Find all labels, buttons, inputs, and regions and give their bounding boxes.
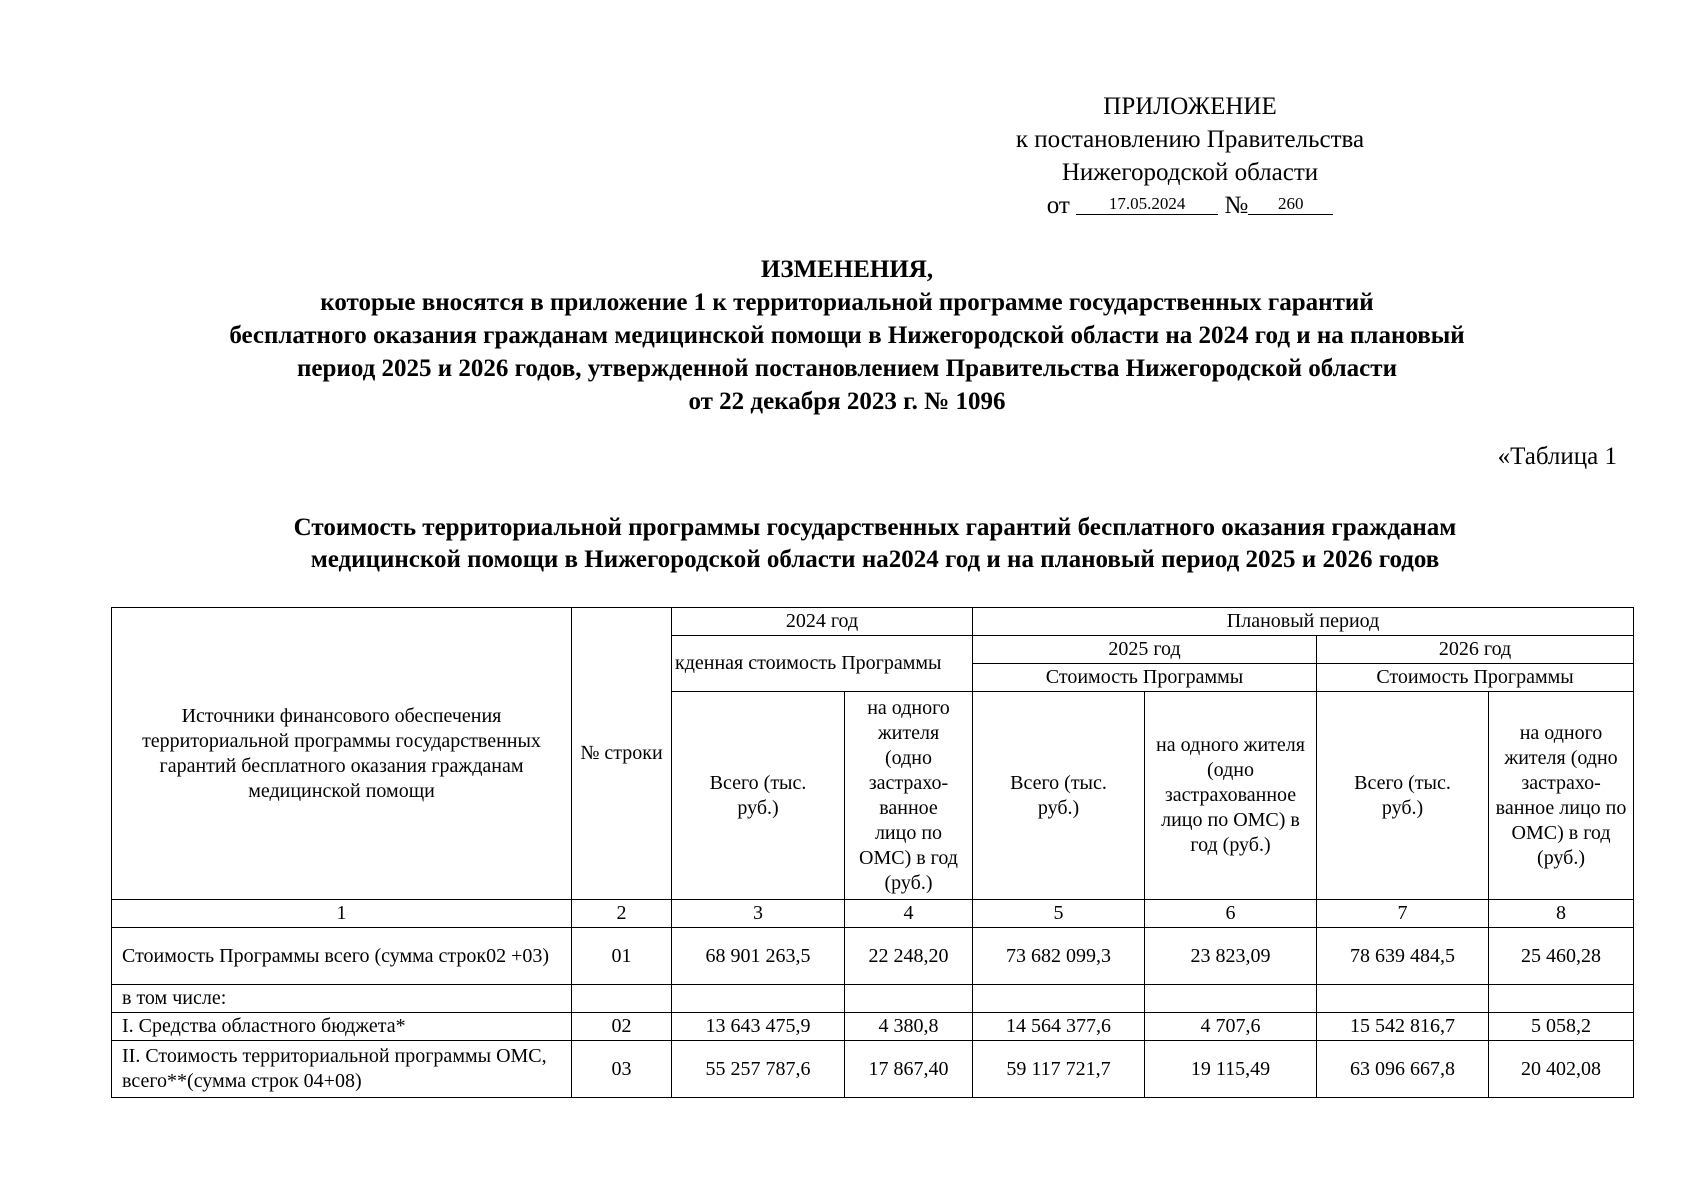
cell-total-2026: 78 639 484,5 (1317, 928, 1489, 985)
date-prefix: от (1046, 192, 1070, 219)
row-source-name: Стоимость Программы всего (сумма строк02 +03) (112, 928, 572, 985)
column-number: 7 (1317, 900, 1489, 928)
cell-total-2025: 14 564 377,6 (973, 1013, 1145, 1041)
table-title (100, 512, 1650, 576)
cost-table (111, 607, 1634, 1098)
table-row (112, 1041, 1634, 1098)
cell-per-capita-2024: 17 867,40 (845, 1041, 973, 1098)
header-year-2025: 2025 год (973, 636, 1317, 664)
row-number: 03 (572, 1041, 672, 1098)
table-row (112, 1013, 1634, 1041)
header-total-2026: Всего (тыс. руб.) (1317, 692, 1489, 900)
column-numbers-row (112, 900, 1634, 928)
cell-total-2025: 73 682 099,3 (973, 928, 1145, 985)
row-source-name: в том числе: (112, 985, 572, 1013)
appendix-header (960, 90, 1420, 222)
cell-total-2026 (1317, 985, 1489, 1013)
row-source-name: II. Стоимость территориальной программы ОМС, всего**(сумма строк 04+08) (112, 1041, 572, 1098)
resolution-date: 17.05.2024 (1076, 194, 1218, 215)
cell-per-capita-2024: 4 380,8 (845, 1013, 973, 1041)
header-planned-period: Плановый период (973, 608, 1634, 636)
cell-total-2025: 59 117 721,7 (973, 1041, 1145, 1098)
cell-total-2025 (973, 985, 1145, 1013)
table-row (112, 928, 1634, 985)
appendix-line-1: к постановлению Правительства (1015, 126, 1365, 153)
cell-per-capita-2026: 25 460,28 (1489, 928, 1634, 985)
column-number: 6 (1145, 900, 1317, 928)
column-number: 1 (112, 900, 572, 928)
cell-per-capita-2024 (845, 985, 973, 1013)
row-source-name: I. Средства областного бюджета* (112, 1013, 572, 1041)
heading-line: период 2025 и 2026 годов, утвержденной постановлением Правительства Нижегородской области (297, 355, 1397, 382)
resolution-number: 260 (1248, 194, 1333, 215)
header-per-capita-2024: на одного жителя (одно застрахо-ванное лицо по ОМС) в год (руб.) (845, 692, 973, 900)
cell-per-capita-2026: 5 058,2 (1489, 1013, 1634, 1041)
column-number: 2 (572, 900, 672, 928)
document-heading (100, 253, 1594, 418)
appendix-date-line (960, 189, 1420, 222)
row-number: 02 (572, 1013, 672, 1041)
table-title-line: Стоимость территориальной программы государственных гарантий бесплатного оказания гражданам (293, 514, 1457, 541)
cell-per-capita-2025: 4 707,6 (1145, 1013, 1317, 1041)
heading-title: ИЗМЕНЕНИЯ, (760, 256, 934, 283)
cell-per-capita-2025: 23 823,09 (1145, 928, 1317, 985)
column-number: 5 (973, 900, 1145, 928)
cell-total-2024: 55 257 787,6 (672, 1041, 845, 1098)
heading-line: которые вносятся в приложение 1 к территориальной программе государственных гарантий (320, 289, 1374, 316)
header-total-2025: Всего (тыс. руб.) (973, 692, 1145, 900)
heading-line: от 22 декабря 2023 г. № 1096 (688, 388, 1006, 415)
table-title-line: медицинской помощи в Нижегородской области на2024 год и на плановый период 2025 и 2026 годов (310, 546, 1440, 573)
header-total-2024: Всего (тыс. руб.) (672, 692, 845, 900)
cell-per-capita-2025: 19 115,49 (1145, 1041, 1317, 1098)
header-cost-2026: Стоимость Программы (1317, 664, 1634, 692)
column-number: 8 (1489, 900, 1634, 928)
row-number: 01 (572, 928, 672, 985)
column-number: 3 (672, 900, 845, 928)
cell-per-capita-2026 (1489, 985, 1634, 1013)
header-per-capita-2025: на одного жителя (одно застрахованное лицо по ОМС) в год (руб.) (1145, 692, 1317, 900)
header-sources: Источники финансового обеспечения территориальной программы государственных гарантий бесплатного оказания гражданам медицинской помощи (112, 608, 572, 900)
header-per-capita-2026: на одного жителя (одно застрахо-ванное лицо по ОМС) в год (руб.) (1489, 692, 1634, 900)
header-cost-2025: Стоимость Программы (973, 664, 1317, 692)
header-row-number: № строки (572, 608, 672, 900)
heading-line: бесплатного оказания гражданам медицинской помощи в Нижегородской области на 2024 год и на плановый (229, 322, 1465, 349)
cell-total-2024: 13 643 475,9 (672, 1013, 845, 1041)
cell-per-capita-2025 (1145, 985, 1317, 1013)
header-year-2024: 2024 год (672, 608, 973, 636)
number-prefix: № (1224, 192, 1249, 219)
appendix-line-2: Нижегородской области (1061, 159, 1319, 186)
table-label: «Таблица 1 (1497, 443, 1617, 470)
row-number (572, 985, 672, 1013)
table-row (112, 985, 1634, 1013)
cell-total-2026: 63 096 667,8 (1317, 1041, 1489, 1098)
cell-per-capita-2026: 20 402,08 (1489, 1041, 1634, 1098)
header-approved-cost-2024: кденная стоимость Программы (672, 636, 973, 692)
cell-total-2024: 68 901 263,5 (672, 928, 845, 985)
appendix-title: ПРИЛОЖЕНИЕ (1103, 93, 1277, 120)
cell-total-2026: 15 542 816,7 (1317, 1013, 1489, 1041)
column-number: 4 (845, 900, 973, 928)
cell-total-2024 (672, 985, 845, 1013)
header-year-2026: 2026 год (1317, 636, 1634, 664)
cell-per-capita-2024: 22 248,20 (845, 928, 973, 985)
